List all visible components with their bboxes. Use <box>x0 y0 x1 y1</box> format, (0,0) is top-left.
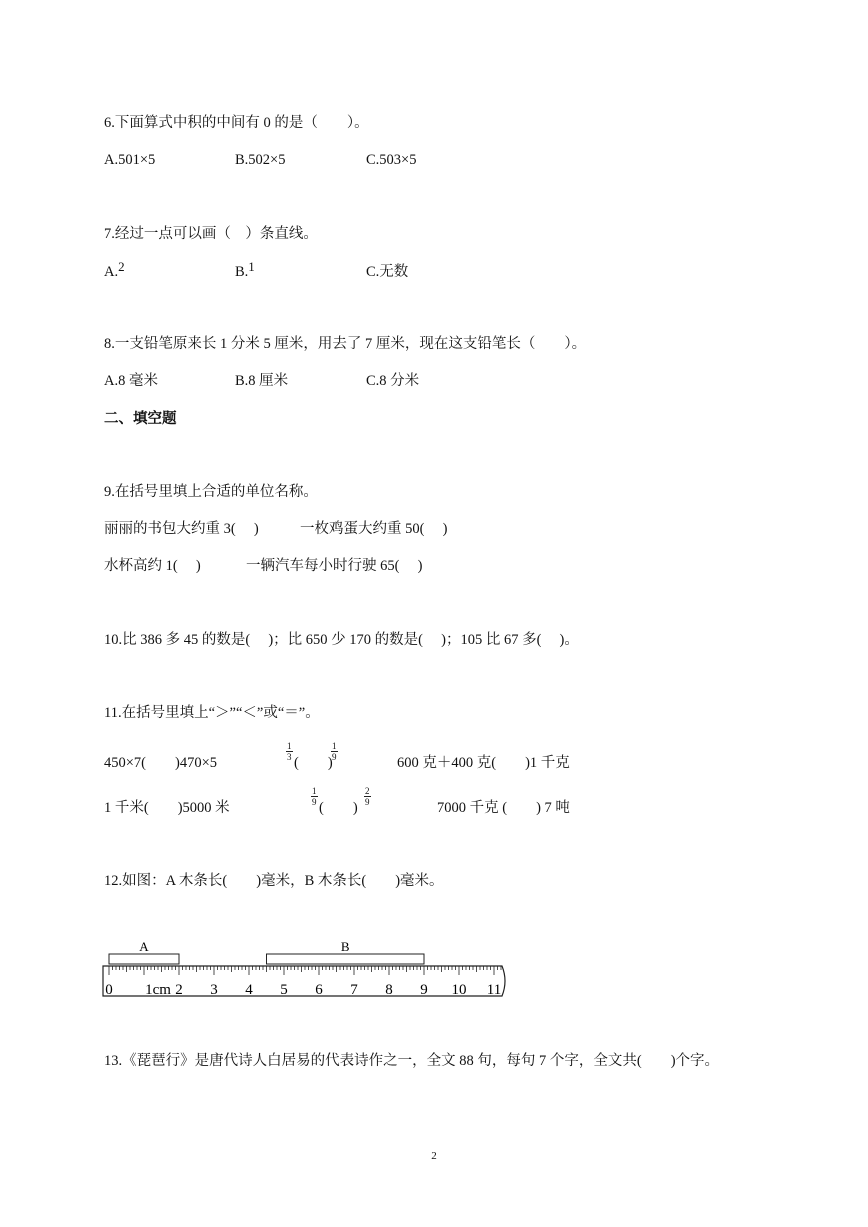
bar-a-label: A <box>139 939 149 954</box>
question-13-stem: 13.《琵琶行》是唐代诗人白居易的代表诗作之一，全文 88 句，每句 7 个字，全文共( )个字。 <box>104 1053 720 1069</box>
question-7-option-c: C.无数 <box>366 264 409 280</box>
bar-b-label: B <box>340 939 350 954</box>
question-8-option-b: B.8 厘米 <box>235 373 289 389</box>
question-9-item-3: 水杯高约 1( ) <box>104 558 201 574</box>
question-9-item-1: 丽丽的书包大约重 3( ) <box>104 521 259 537</box>
question-11-fraction-2-right: $\frac{2}{9}$ <box>365 786 370 807</box>
ruler-label: 8 <box>385 982 393 998</box>
question-6-option-a: A.501×5 <box>104 152 156 168</box>
question-7-option-b: B.1 <box>235 259 255 280</box>
question-11-item-6: 7000 千克 ( ) 7 吨 <box>437 800 570 816</box>
ruler-label: 9 <box>420 982 428 998</box>
question-9-item-2: 一枚鸡蛋大约重 50( ) <box>300 521 448 537</box>
bar-b <box>267 954 425 964</box>
question-11-fraction-1-left: $\frac{1}{3}$ <box>287 741 292 762</box>
ruler-label: 3 <box>210 982 218 998</box>
question-11-item-4: 1 千米( )5000 米 <box>104 800 230 816</box>
question-8-option-c: C.8 分米 <box>366 373 420 389</box>
question-6-option-c: C.503×5 <box>366 152 417 168</box>
question-9-stem: 9.在括号里填上合适的单位名称。 <box>104 484 318 500</box>
question-11-stem: 11.在括号里填上“＞”“＜”或“＝”。 <box>104 705 320 721</box>
question-11-fraction-1-right: $\frac{1}{9}$ <box>332 741 337 762</box>
ruler-label: 11 <box>486 982 502 998</box>
ruler-label: 0 <box>105 982 113 998</box>
question-10-stem: 10.比 386 多 45 的数是( )；比 650 少 170 的数是( )；105 比 67 多( )。 <box>104 632 579 648</box>
question-7-stem: 7.经过一点可以画（ ）条直线。 <box>104 226 318 242</box>
question-7-option-a: A.2 <box>104 259 125 280</box>
ruler-label: 4 <box>245 982 253 998</box>
section-2-title: 二、填空题 <box>104 411 177 427</box>
question-12-stem: 12.如图：A 木条长( )毫米，B 木条长( )毫米。 <box>104 873 444 889</box>
ruler-label: 7 <box>350 982 358 998</box>
bar-a <box>109 954 179 964</box>
question-11-fraction-1-blank: ( ) <box>294 755 333 771</box>
ruler-label: 10 <box>451 982 467 998</box>
question-11-fraction-2-blank: ( ) <box>319 800 358 816</box>
question-6-stem: 6.下面算式中积的中间有 0 的是（ ）。 <box>104 115 369 131</box>
ruler-label: 6 <box>315 982 323 998</box>
question-11-fraction-2-left: $\frac{1}{9}$ <box>312 786 317 807</box>
question-11-item-3: 600 克＋400 克( )1 千克 <box>397 755 570 771</box>
ruler-label: 2 <box>175 982 183 998</box>
question-8-option-a: A.8 毫米 <box>104 373 158 389</box>
ruler-label: 5 <box>280 982 288 998</box>
question-8-stem: 8.一支铅笔原来长 1 分米 5 厘米，用去了 7 厘米，现在这支铅笔长（ ）。 <box>104 336 587 352</box>
question-11-item-1: 450×7( )470×5 <box>104 755 218 771</box>
question-6-option-b: B.502×5 <box>235 152 286 168</box>
ruler-figure <box>102 939 512 1006</box>
question-9-item-4: 一辆汽车每小时行驶 65( ) <box>246 558 423 574</box>
ruler-label: 1cm <box>145 982 171 998</box>
page-number: 2 <box>431 1150 437 1162</box>
